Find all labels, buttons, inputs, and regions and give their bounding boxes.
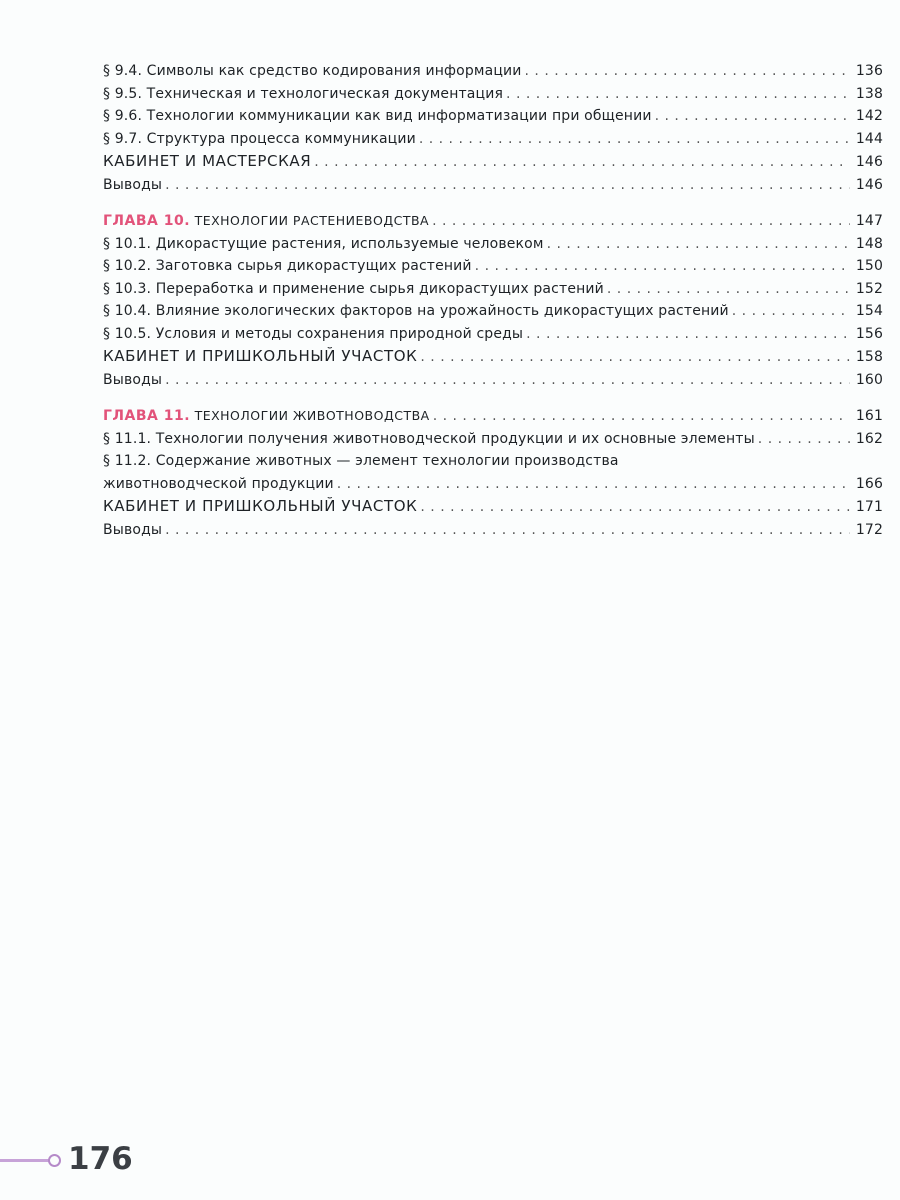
toc-chapter-heading: [103, 210, 429, 233]
toc-entry-page: 138: [855, 85, 883, 102]
dot-leader: [165, 174, 850, 197]
toc-chapter-10[interactable]: [103, 210, 883, 233]
toc-chapter-11[interactable]: [103, 405, 883, 428]
toc-entry-title: Выводы: [103, 371, 163, 388]
toc-entry-title: § 11.1. Технологии получения животноводческой продукции и их основные элементы: [103, 430, 755, 447]
toc-entry-title: § 9.7. Структура процесса коммуникации: [103, 130, 416, 147]
page-marker-line: [0, 1159, 50, 1162]
toc-entry-9-5[interactable]: [103, 83, 883, 106]
toc-entry-11-2-line1[interactable]: [103, 450, 883, 473]
toc-entry-10-3[interactable]: [103, 278, 883, 301]
toc-entry-title: § 10.4. Влияние экологических факторов на урожайность дикорастущих растений: [103, 303, 729, 319]
chapter-title: ТЕХНОЛОГИИ ЖИВОТНОВОДСТВА: [194, 408, 430, 423]
toc-entry-11-1[interactable]: [103, 428, 883, 451]
toc-entry-page: 150: [855, 258, 883, 274]
toc-entry-page: 161: [855, 408, 883, 424]
dot-leader: [475, 255, 850, 278]
toc-entry-conclusions-11[interactable]: [103, 519, 883, 542]
toc-entry-page: 146: [855, 154, 883, 170]
toc-entry-page: 162: [855, 430, 883, 447]
dot-leader: [525, 60, 850, 83]
toc-entry-9-6[interactable]: [103, 105, 883, 128]
toc-entry-page: 156: [855, 325, 883, 342]
toc-entry-page: 142: [855, 108, 883, 124]
table-of-contents: [103, 60, 883, 541]
toc-entry-page: 144: [855, 130, 883, 147]
toc-entry-page: 166: [855, 475, 883, 492]
toc-entry-title: § 10.5. Условия и методы сохранения природной среды: [103, 325, 524, 342]
dot-leader: [420, 346, 850, 369]
dot-leader: [526, 323, 850, 346]
dot-leader: [337, 473, 850, 496]
page-marker-circle-icon: [48, 1154, 61, 1167]
toc-entry-page: 160: [855, 371, 883, 388]
toc-entry-title: § 9.6. Технологии коммуникации как вид информатизации при общении: [103, 108, 652, 124]
dot-leader: [607, 278, 850, 301]
dot-leader: [314, 151, 850, 174]
toc-entry-conclusions-10[interactable]: [103, 369, 883, 392]
toc-entry-page: 152: [855, 280, 883, 297]
toc-entry-10-2[interactable]: [103, 255, 883, 278]
toc-entry-9-4[interactable]: [103, 60, 883, 83]
toc-entry-title: § 11.2. Содержание животных — элемент технологии производства: [103, 453, 619, 469]
toc-chapter-heading: [103, 405, 430, 428]
dot-leader: [506, 83, 850, 106]
toc-entry-page: 136: [855, 63, 883, 79]
dot-leader: [432, 210, 850, 233]
dot-leader: [547, 233, 850, 256]
toc-entry-title: КАБИНЕТ И ПРИШКОЛЬНЫЙ УЧАСТОК: [103, 497, 418, 515]
toc-entry-title: Выводы: [103, 176, 163, 193]
toc-entry-page: 158: [855, 349, 883, 365]
toc-entry-11-2-line2[interactable]: [103, 473, 883, 496]
dot-leader: [758, 428, 850, 451]
dot-leader: [732, 300, 850, 323]
toc-entry-cabinet-plot-10[interactable]: [103, 345, 883, 369]
toc-entry-title: КАБИНЕТ И МАСТЕРСКАЯ: [103, 152, 312, 170]
toc-entry-title: Выводы: [103, 521, 163, 538]
chapter-label: ГЛАВА 10.: [103, 213, 191, 229]
page-number: 176: [68, 1141, 133, 1177]
dot-leader: [420, 496, 850, 519]
toc-entry-conclusions-9[interactable]: [103, 174, 883, 197]
toc-entry-10-1[interactable]: [103, 233, 883, 256]
dot-leader: [655, 105, 850, 128]
toc-entry-9-7[interactable]: [103, 128, 883, 151]
toc-entry-page: 172: [855, 521, 883, 538]
toc-entry-title: § 10.1. Дикорастущие растения, используемые человеком: [103, 235, 544, 252]
toc-entry-page: 147: [855, 213, 883, 229]
dot-leader: [165, 519, 850, 542]
toc-entry-title-continued: животноводческой продукции: [103, 475, 334, 492]
dot-leader: [433, 405, 850, 428]
toc-entry-title: § 9.5. Техническая и технологическая документация: [103, 85, 504, 102]
toc-entry-page: 171: [855, 499, 883, 515]
toc-entry-title: § 9.4. Символы как средство кодирования информации: [103, 63, 522, 79]
toc-entry-page: 146: [855, 176, 883, 193]
toc-entry-title: § 10.2. Заготовка сырья дикорастущих растений: [103, 258, 472, 274]
page-footer: [0, 1140, 140, 1180]
toc-entry-10-4[interactable]: [103, 300, 883, 323]
dot-leader: [165, 369, 850, 392]
toc-entry-title: КАБИНЕТ И ПРИШКОЛЬНЫЙ УЧАСТОК: [103, 347, 418, 365]
chapter-label: ГЛАВА 11.: [103, 408, 191, 424]
toc-entry-cabinet-plot-11[interactable]: [103, 495, 883, 519]
dot-leader: [419, 128, 850, 151]
toc-entry-page: 154: [855, 303, 883, 319]
toc-entry-page: 148: [855, 235, 883, 252]
toc-entry-title: § 10.3. Переработка и применение сырья дикорастущих растений: [103, 280, 604, 297]
chapter-title: ТЕХНОЛОГИИ РАСТЕНИЕВОДСТВА: [194, 213, 430, 228]
toc-entry-10-5[interactable]: [103, 323, 883, 346]
toc-entry-cabinet-workshop[interactable]: [103, 150, 883, 174]
